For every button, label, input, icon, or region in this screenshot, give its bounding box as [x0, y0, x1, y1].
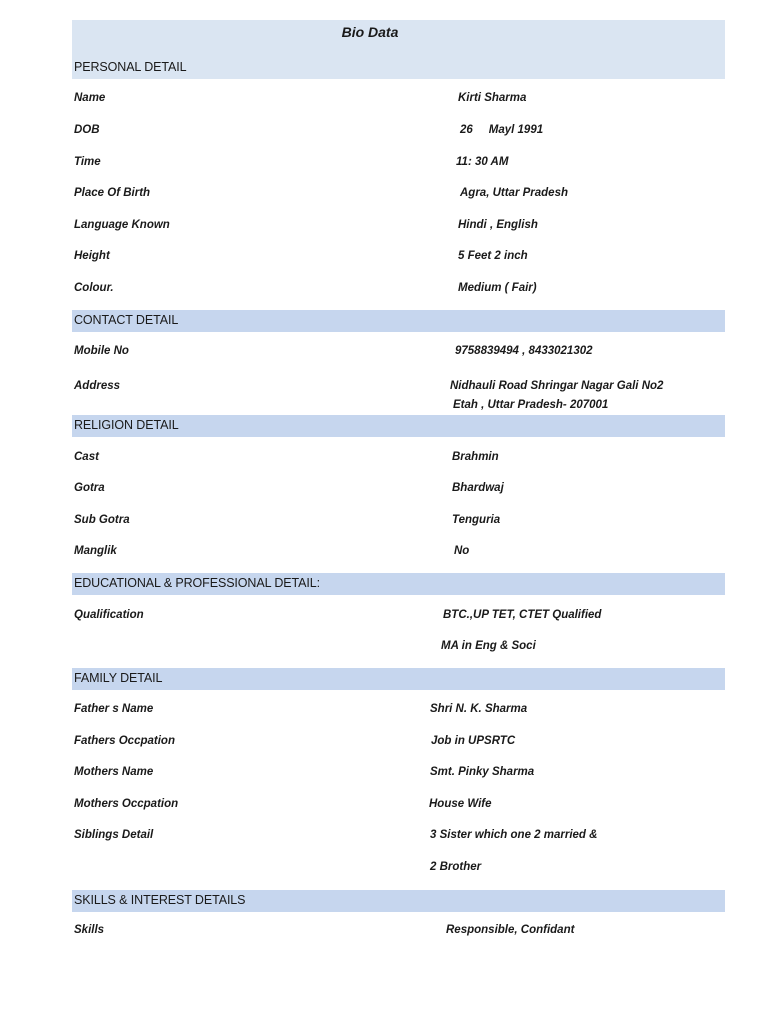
- label-place-of-birth: Place Of Birth: [74, 187, 151, 199]
- value-address-line2: Etah , Uttar Pradesh- 207001: [453, 399, 609, 411]
- title-band: [72, 20, 725, 79]
- label-siblings: Siblings Detail: [74, 829, 154, 841]
- value-cast: Brahmin: [452, 451, 499, 463]
- value-gotra: Bhardwaj: [452, 482, 504, 494]
- label-skills: Skills: [74, 924, 105, 936]
- section-band-religion: [72, 415, 725, 437]
- value-mother-name: Smt. Pinky Sharma: [430, 766, 535, 778]
- label-cast: Cast: [74, 451, 99, 463]
- value-manglik: No: [454, 545, 470, 557]
- label-mother-occupation: Mothers Occpation: [74, 798, 179, 810]
- label-colour: Colour.: [74, 282, 114, 294]
- section-band-skills: [72, 890, 725, 912]
- label-time: Time: [74, 156, 101, 168]
- value-language: Hindi , English: [458, 219, 538, 231]
- label-dob: DOB: [74, 124, 100, 136]
- label-language: Language Known: [74, 219, 170, 231]
- value-place-of-birth: Agra, Uttar Pradesh: [460, 187, 569, 199]
- section-heading-skills: SKILLS & INTEREST DETAILS: [74, 893, 246, 907]
- section-band-family: [72, 668, 725, 690]
- section-heading-education: EDUCATIONAL & PROFESSIONAL DETAIL:: [74, 576, 320, 590]
- value-dob: 26 Mayl 1991: [460, 124, 544, 136]
- value-height: 5 Feet 2 inch: [458, 250, 528, 262]
- label-gotra: Gotra: [74, 482, 105, 494]
- value-skills: Responsible, Confidant: [446, 924, 575, 936]
- section-band-education: [72, 573, 725, 595]
- label-sub-gotra: Sub Gotra: [74, 514, 130, 526]
- value-colour: Medium ( Fair): [458, 282, 537, 294]
- value-mobile: 9758839494 , 8433021302: [455, 345, 593, 357]
- value-sub-gotra: Tenguria: [452, 514, 501, 526]
- value-qualification-line2: MA in Eng & Soci: [441, 640, 536, 652]
- section-heading-personal: PERSONAL DETAIL: [74, 60, 187, 74]
- value-time: 11: 30 AM: [456, 156, 509, 168]
- label-father-name: Father s Name: [74, 703, 154, 715]
- label-name: Name: [74, 92, 106, 104]
- section-heading-family: FAMILY DETAIL: [74, 671, 163, 685]
- value-qualification-line1: BTC.,UP TET, CTET Qualified: [443, 609, 602, 621]
- label-father-occupation: Fathers Occpation: [74, 735, 175, 747]
- label-height: Height: [74, 250, 110, 262]
- document-title: Bio Data: [341, 24, 399, 40]
- value-name: Kirti Sharma: [458, 92, 527, 104]
- value-siblings-line2: 2 Brother: [430, 861, 482, 873]
- section-heading-religion: RELIGION DETAIL: [74, 418, 179, 432]
- section-band-contact: [72, 310, 725, 332]
- label-mother-name: Mothers Name: [74, 766, 154, 778]
- value-address-line1: Nidhauli Road Shringar Nagar Gali No2: [450, 380, 664, 392]
- label-address: Address: [74, 380, 121, 392]
- value-father-name: Shri N. K. Sharma: [430, 703, 528, 715]
- label-manglik: Manglik: [74, 545, 117, 557]
- value-father-occupation: Job in UPSRTC: [431, 735, 516, 747]
- value-mother-occupation: House Wife: [429, 798, 492, 810]
- label-qualification: Qualification: [74, 609, 144, 621]
- label-mobile: Mobile No: [74, 345, 129, 357]
- value-siblings-line1: 3 Sister which one 2 married &: [430, 829, 598, 841]
- section-heading-contact: CONTACT DETAIL: [74, 313, 179, 327]
